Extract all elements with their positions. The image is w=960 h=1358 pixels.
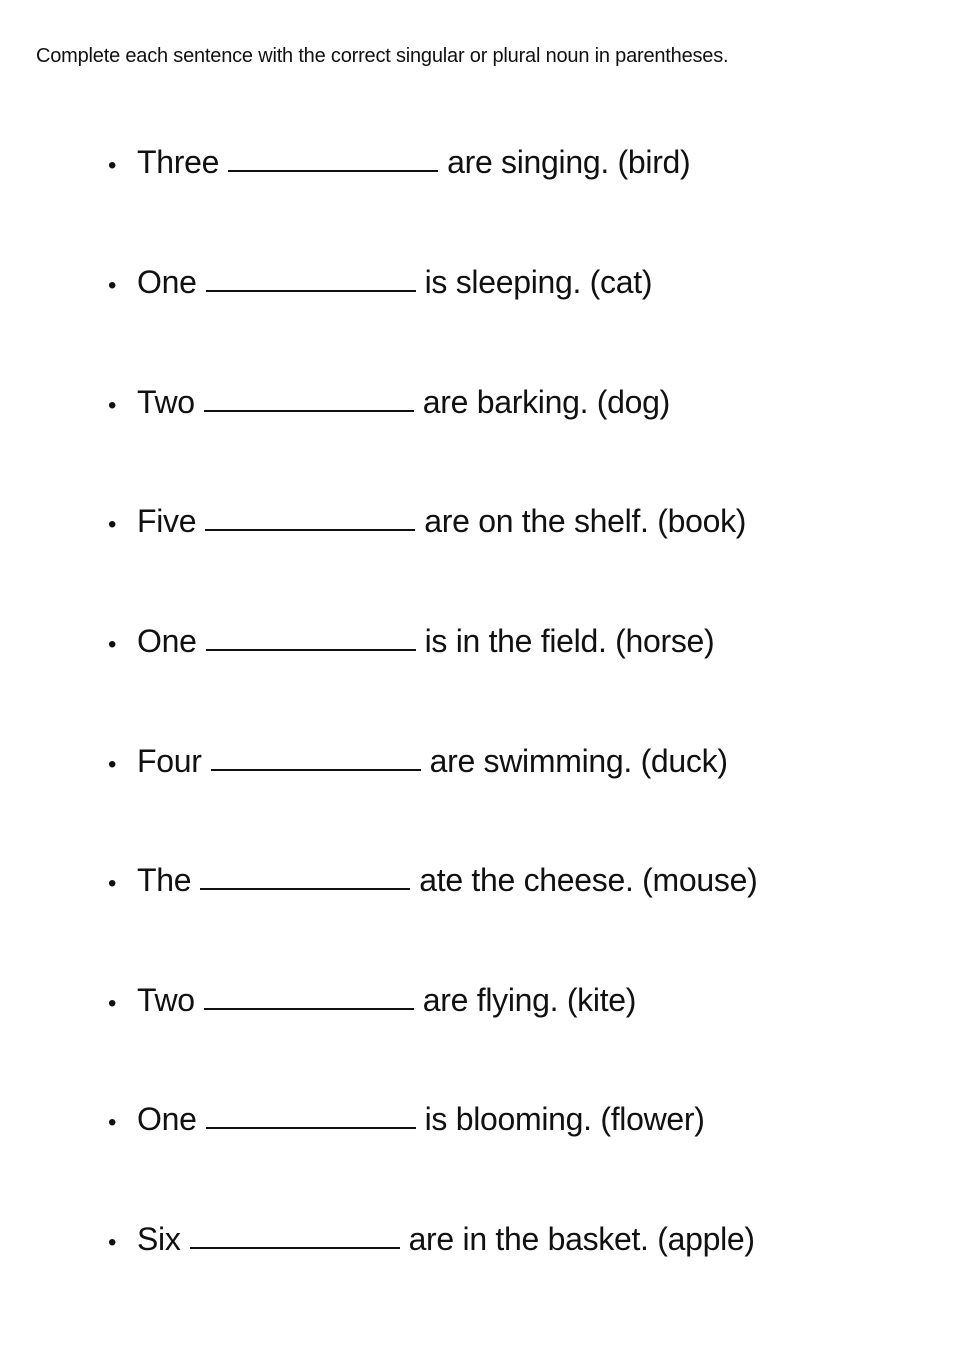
answer-blank[interactable] (206, 1127, 416, 1129)
sentence-end: is sleeping. (cat) (424, 264, 653, 300)
answer-blank[interactable] (211, 769, 421, 771)
sentence-end: is blooming. (flower) (424, 1101, 705, 1137)
exercise-item-7 (108, 860, 757, 900)
bullet-icon: • (108, 1229, 117, 1256)
bullet-icon: • (108, 751, 117, 778)
answer-blank[interactable] (204, 410, 414, 412)
answer-blank[interactable] (190, 1247, 400, 1249)
sentence-end: ate the cheese. (mouse) (419, 862, 758, 898)
sentence-start: One (137, 264, 197, 300)
answer-blank[interactable] (205, 529, 415, 531)
exercise-item-1 (108, 142, 690, 182)
answer-blank[interactable] (228, 170, 438, 172)
sentence-start: Two (137, 384, 195, 420)
bullet-icon: • (108, 272, 117, 299)
sentence-start: One (137, 623, 197, 659)
sentence-end: are flying. (kite) (422, 982, 637, 1018)
sentence-start: Six (137, 1221, 181, 1257)
sentence-start: The (137, 862, 192, 898)
sentence-start: Two (137, 982, 195, 1018)
bullet-icon: • (108, 152, 117, 179)
answer-blank[interactable] (206, 649, 416, 651)
bullet-icon: • (108, 1109, 117, 1136)
instructions-text: Complete each sentence with the correct singular or plural noun in parentheses. (36, 45, 729, 67)
bullet-icon: • (108, 631, 117, 658)
answer-blank[interactable] (204, 1008, 414, 1010)
sentence-start: Five (137, 503, 197, 539)
bullet-icon: • (108, 392, 117, 419)
bullet-icon: • (108, 990, 117, 1017)
exercise-item-6 (108, 741, 728, 781)
sentence-start: Four (137, 743, 202, 779)
answer-blank[interactable] (206, 290, 416, 292)
sentence-end: are singing. (bird) (447, 144, 691, 180)
bullet-icon: • (108, 511, 117, 538)
sentence-end: are on the shelf. (book) (424, 503, 747, 539)
exercise-item-10 (108, 1219, 755, 1259)
sentence-start: One (137, 1101, 197, 1137)
sentence-start: Three (137, 144, 220, 180)
answer-blank[interactable] (200, 888, 410, 890)
bullet-icon: • (108, 870, 117, 897)
sentence-end: are swimming. (duck) (429, 743, 728, 779)
sentence-end: are barking. (dog) (422, 384, 670, 420)
sentence-end: is in the field. (horse) (424, 623, 715, 659)
exercise-item-9 (108, 1099, 705, 1139)
exercise-item-8 (108, 980, 636, 1020)
exercise-item-2 (108, 262, 652, 302)
exercise-item-5 (108, 621, 714, 661)
exercise-item-3 (108, 382, 670, 422)
sentence-end: are in the basket. (apple) (408, 1221, 755, 1257)
exercise-item-4 (108, 501, 746, 541)
